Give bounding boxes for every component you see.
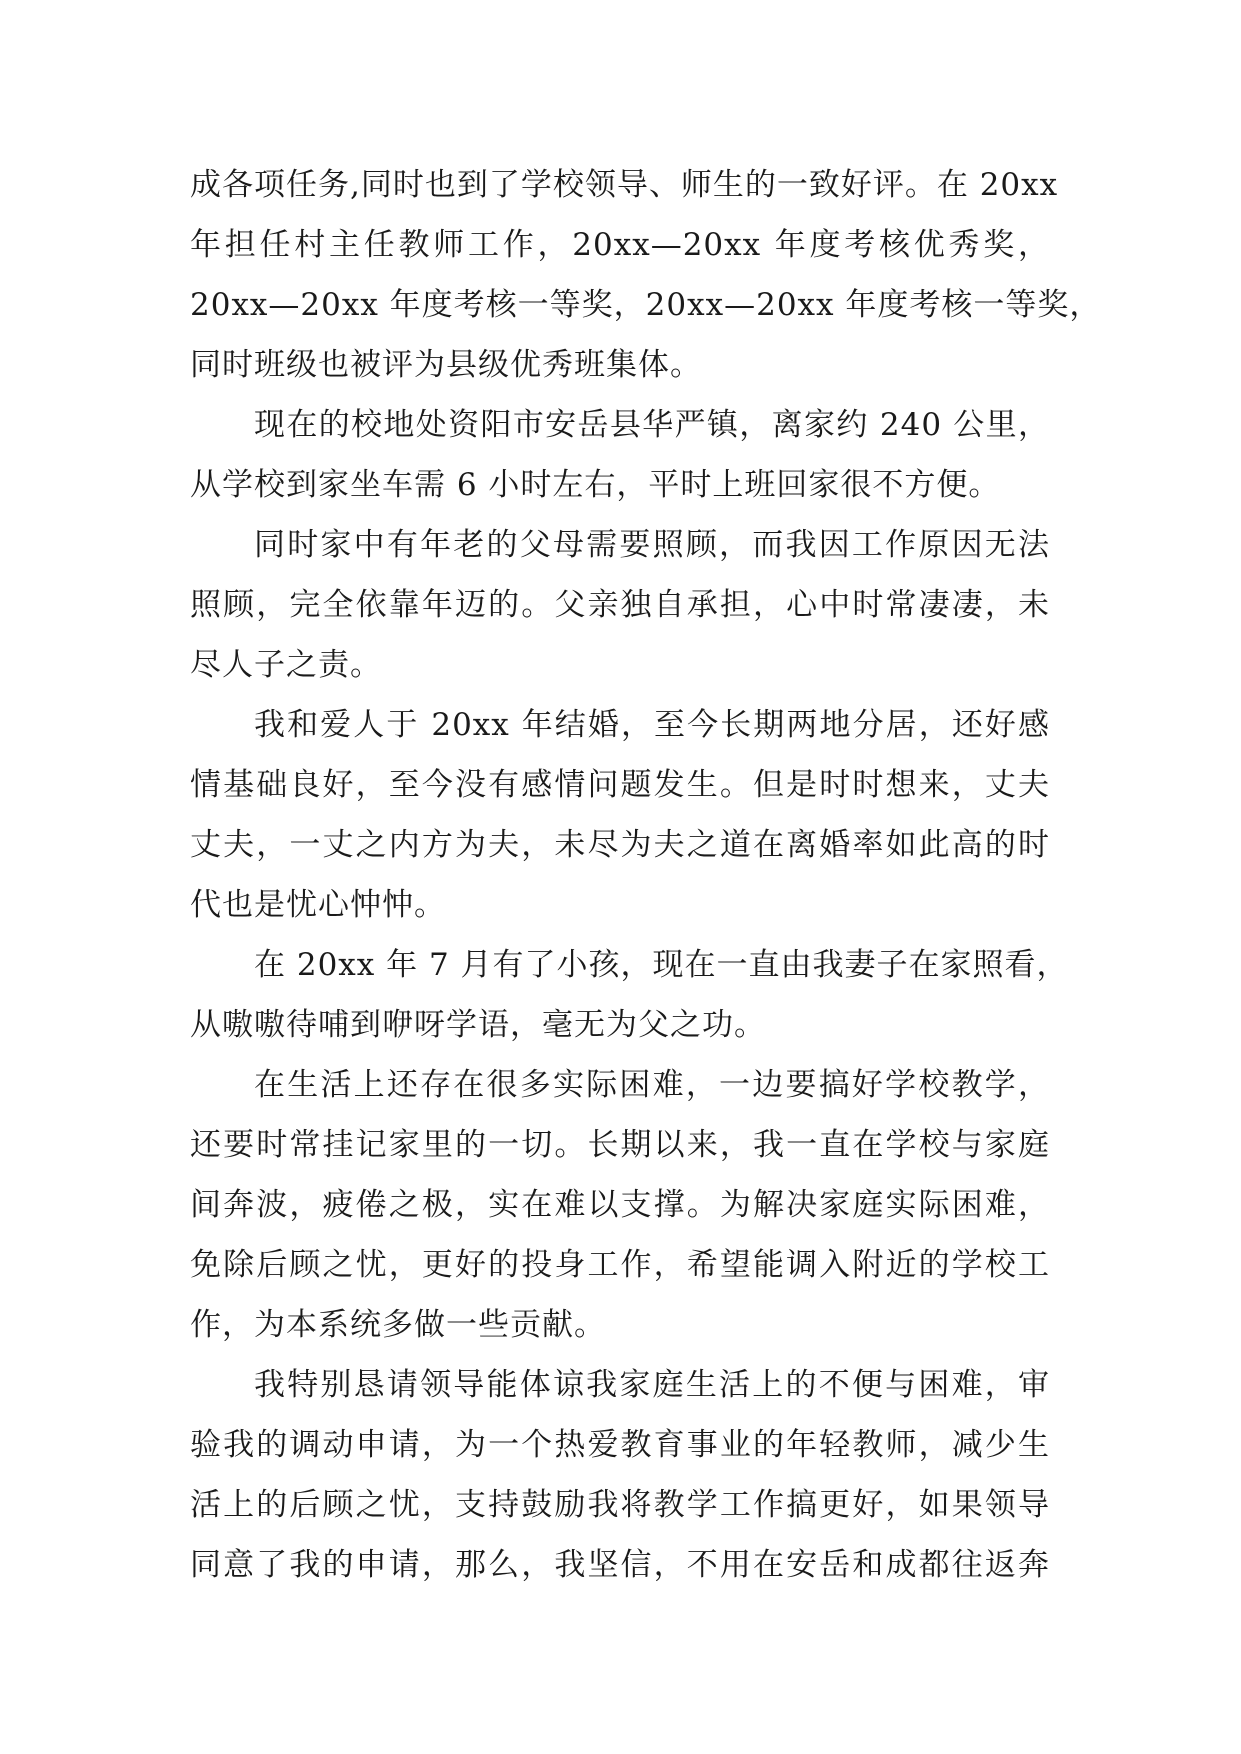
text-line: 同时班级也被评为县级优秀班集体。 [190,347,702,383]
document-body [190,155,1102,1595]
text-line: 作，为本系统多做一些贡献。 [190,1307,606,1343]
paragraph [190,515,1050,695]
text-line: 活上的后顾之忧，支持鼓励我将教学工作搞更好，如果领导 [190,1487,1050,1523]
text-line: 从嗷嗷待哺到咿呀学语，毫无为父之功。 [190,1007,766,1043]
text-line: 年担任村主任教师工作，20xx—20xx 年度考核优秀奖， [190,227,1050,263]
text-line: 间奔波，疲倦之极，实在难以支撑。为解决家庭实际困难， [190,1187,1050,1223]
text-line: 验我的调动申请，为一个热爱教育事业的年轻教师，减少生 [190,1427,1050,1463]
text-line: 情基础良好，至今没有感情问题发生。但是时时想来，丈夫 [190,767,1050,803]
text-line: 尽人子之责。 [190,647,382,683]
text-line: 免除后顾之忧，更好的投身工作，希望能调入附近的学校工 [190,1247,1050,1283]
paragraph [190,935,1069,1055]
text-line: 在生活上还存在很多实际困难，一边要搞好学校教学， [254,1067,1050,1103]
text-line: 同意了我的申请，那么，我坚信，不用在安岳和成都往返奔 [190,1547,1050,1583]
text-line: 在 20xx 年 7 月有了小孩，现在一直由我妻子在家照看， [254,947,1069,983]
text-line: 20xx—20xx 年度考核一等奖，20xx—20xx 年度考核一等奖， [190,287,1102,323]
paragraph [190,155,1102,395]
text-line: 成各项任务,同时也到了学校领导、师生的一致好评。在 20xx [190,167,1059,203]
text-line: 代也是忧心忡忡。 [190,887,446,923]
paragraph [190,695,1050,935]
text-line: 照顾，完全依靠年迈的。父亲独自承担，心中时常凄凄，未 [190,587,1050,623]
text-line: 我和爱人于 20xx 年结婚，至今长期两地分居，还好感 [254,707,1050,743]
paragraph [190,1055,1050,1355]
paragraph [190,1355,1050,1595]
text-line: 还要时常挂记家里的一切。长期以来，我一直在学校与家庭 [190,1127,1050,1163]
text-line: 我特别恳请领导能体谅我家庭生活上的不便与困难，审 [254,1367,1050,1403]
text-line: 同时家中有年老的父母需要照顾，而我因工作原因无法 [254,527,1050,563]
text-line: 现在的校地处资阳市安岳县华严镇，离家约 240 公里， [254,407,1050,443]
text-line: 从学校到家坐车需 6 小时左右，平时上班回家很不方便。 [190,467,1001,503]
text-line: 丈夫，一丈之内方为夫，未尽为夫之道在离婚率如此高的时 [190,827,1050,863]
paragraph [190,395,1050,515]
